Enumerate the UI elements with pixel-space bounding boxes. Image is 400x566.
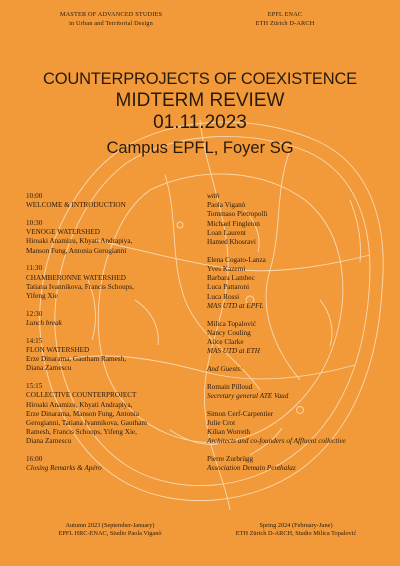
event-date: 01.11.2023	[153, 112, 247, 133]
footer-left-line: EPFL HRC-ENAC, Studio Paola Viganò	[58, 530, 162, 538]
schedule-line: 16:00	[26, 455, 43, 464]
header-right-line: ETH Zürich D-ARCH	[255, 19, 315, 27]
guest-line: Association Demain Penthalaz	[207, 464, 296, 473]
schedule-line: 15:15	[26, 382, 43, 391]
guest-line: Luca Pattaroni	[207, 283, 250, 292]
schedule-line: Lunch break	[26, 319, 62, 328]
guest-line: Elena Cogato-Lanza	[207, 255, 266, 264]
guest-line: Pierre Zurbrügg	[207, 455, 254, 464]
schedule-line: 10:30	[26, 219, 43, 227]
guest-line: Julie Crot	[207, 419, 236, 428]
guest-line: Simon Cerf-Carpentier	[207, 409, 274, 418]
header-program-name	[26, 11, 196, 28]
guest-line: Luca Rossi	[207, 292, 240, 301]
guest-line: Architects and co-founders of Affluent collective	[207, 437, 346, 446]
schedule-line: Tatiana Ivannikova, Francis Schoups,	[26, 282, 134, 291]
schedule-line: 12:30	[26, 309, 43, 318]
guest-line: Tommaso Pietropolli	[207, 210, 268, 219]
footer-right-line: Spring 2024 (February-June)	[259, 522, 333, 529]
schedule-item	[26, 310, 196, 328]
schedule-item	[26, 192, 196, 210]
guest-line: Barbara Lambec	[207, 274, 255, 283]
schedule-line: CHAMBERONNE WATERSHED	[26, 273, 126, 282]
schedule-line: Ramesh, Francis Schoups, Yifeng Xie,	[26, 428, 137, 437]
guest-line: Michael Fingleton	[207, 219, 260, 228]
guest-line: Yves Kazemi	[207, 265, 246, 274]
footer-spring	[206, 522, 386, 539]
schedule-line: Erze Dinarama, Gautham Ramesh,	[26, 355, 126, 364]
guest-group	[207, 365, 387, 374]
guest-line: Kilian Worreth	[207, 428, 251, 437]
guest-line: Romain Pilloud	[207, 382, 253, 391]
guest-group	[207, 320, 387, 357]
schedule-line: Closing Remarks & Apéro	[26, 464, 102, 473]
schedule-line: 11:30	[26, 264, 43, 273]
guest-line: MAS UTD at EPFL	[207, 301, 264, 310]
schedule-line: 14:15	[26, 336, 43, 345]
guest-group	[207, 192, 387, 247]
guest-line: Milica Topalović	[207, 319, 257, 328]
guest-line: Hamed Khosravi	[207, 238, 256, 247]
event-name: MIDTERM REVIEW	[115, 90, 285, 111]
guest-line: with	[207, 192, 220, 200]
schedule-line: 10:00	[26, 192, 43, 200]
schedule-line: WELCOME & INTRODUCTION	[26, 201, 126, 210]
footer-left-line: Autumn 2023 (September-January)	[65, 522, 155, 529]
guest-line: Alice Clarke	[207, 338, 244, 347]
schedule-line: Hiroaki Anamizu, Khyati Andrapiya,	[26, 237, 133, 246]
schedule-line: Yifeng Xie	[26, 292, 58, 301]
schedule-line: Gerogianni, Tatiana Ivannikova, Gautham	[26, 419, 147, 428]
header-institutions	[225, 11, 345, 28]
schedule-item	[26, 337, 196, 374]
schedule-line: COLLECTIVE COUNTERPROJECT	[26, 391, 137, 400]
guest-line: Paola Viganò	[207, 201, 246, 210]
header-left-line: in Urban and Territorial Design	[69, 19, 153, 27]
guest-group	[207, 410, 387, 447]
schedule-line: VENOGE WATERSHED	[26, 228, 100, 237]
guest-line: And Guests:	[207, 365, 243, 374]
schedule-item	[26, 219, 196, 256]
guest-group	[207, 383, 387, 401]
program-schedule	[26, 192, 196, 482]
header-right-line: EPFL ENAC	[267, 11, 303, 18]
schedule-line: Diana Zarnescu	[26, 437, 72, 446]
guest-line: Secretary general ATE Vaud	[207, 392, 289, 401]
schedule-item	[26, 455, 196, 473]
guest-line: Nancy Couling	[207, 328, 251, 337]
schedule-line: Erze Dinarama, Manson Fung, Antonia	[26, 409, 139, 418]
schedule-item	[26, 382, 196, 446]
schedule-line: Hiroaki Anamizu, Khyati Andrapiya,	[26, 400, 133, 409]
title-block	[0, 70, 400, 159]
footer-right-line: ETH Zürich D-ARCH, Studio Milica Topalović	[235, 530, 357, 538]
guest-group	[207, 455, 387, 473]
schedule-line: Manson Fung, Antonia Gerogianni	[26, 246, 127, 255]
schedule-item	[26, 264, 196, 301]
schedule-line: Diana Zarnescu	[26, 364, 72, 373]
poster-title: COUNTERPROJECTS OF COEXISTENCE	[43, 70, 357, 88]
event-location: Campus EPFL, Foyer SG	[106, 139, 294, 157]
header-left-line: MASTER OF ADVANCED STUDIES	[59, 11, 163, 18]
guest-group	[207, 256, 387, 311]
guest-list	[207, 192, 387, 482]
guest-line: MAS UTD at ETH	[207, 347, 260, 356]
guest-line: Loan Laurent	[207, 228, 246, 237]
schedule-line: FLON WATERSHED	[26, 346, 90, 355]
footer-autumn	[20, 522, 200, 539]
